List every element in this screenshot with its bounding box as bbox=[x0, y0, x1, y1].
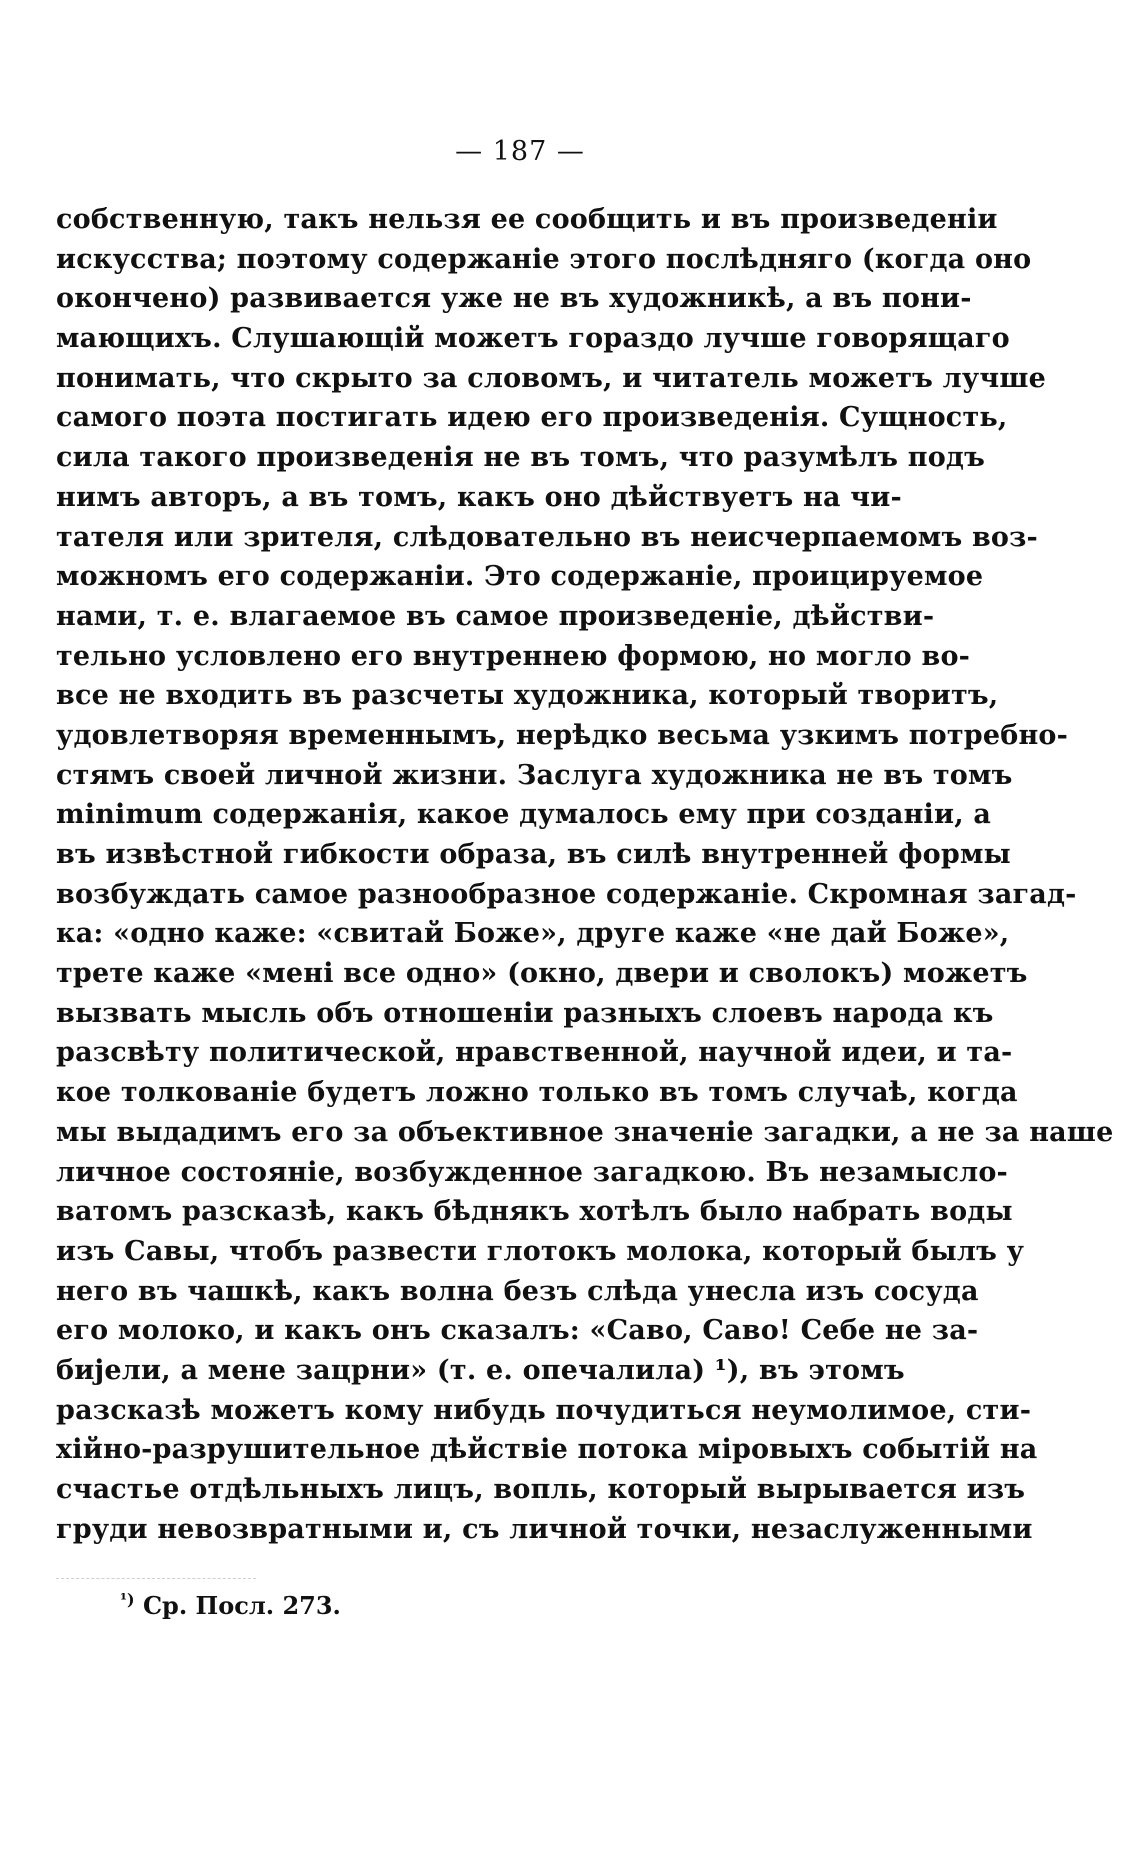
footnote-divider bbox=[56, 1578, 256, 1579]
text-line: нимъ авторъ, а въ томъ, какъ оно дѣйствуетъ на чи- bbox=[56, 481, 902, 513]
text-line: тельно условлено его внутреннею формою, но могло во- bbox=[56, 640, 971, 672]
text-line: стямъ своей личной жизни. Заслуга художника не въ томъ bbox=[56, 759, 1013, 791]
page-number: — 187 — bbox=[455, 136, 585, 167]
text-line: въ извѣстной гибкости образа, въ силѣ внутренней формы bbox=[56, 839, 1011, 870]
text-line: счастье отдѣльныхъ лицъ, вопль, который вырывается изъ bbox=[56, 1474, 1026, 1505]
text-line: нами, т. е. влагаемое въ самое произведеніе, дѣйстви- bbox=[56, 600, 935, 632]
text-line: груди невозвратными и, съ личной точки, незаслуженными bbox=[56, 1513, 1033, 1545]
text-line: ватомъ разсказѣ, какъ бѣднякъ хотѣлъ было набрать воды bbox=[56, 1196, 1013, 1228]
text-line: окончено) развивается уже не въ художникѣ, а въ пони- bbox=[56, 283, 972, 315]
text-line: разсвѣту политической, нравственной, научной идеи, и та- bbox=[56, 1037, 1013, 1069]
text-line: сила такого произведенія не въ томъ, что разумѣлъ подъ bbox=[56, 442, 986, 474]
text-line: изъ Савы, чтобъ развести глотокъ молока, который былъ у bbox=[56, 1235, 1025, 1267]
footnote-text: Ср. Посл. 273. bbox=[142, 1591, 341, 1620]
text-line: кое толкованіе будетъ ложно только въ томъ случаѣ, когда bbox=[56, 1077, 1018, 1109]
text-line: разсказѣ можетъ кому нибудь почудиться неумолимое, сти- bbox=[56, 1394, 1032, 1426]
text-line: собственную, такъ нельзя ее сообщить и въ произведеніи bbox=[56, 204, 998, 235]
text-line: хійно-разрушительное дѣйствіе потока міровыхъ событій на bbox=[56, 1434, 1038, 1466]
text-line: трете каже «мені все одно» (окно, двери и сволокъ) можетъ bbox=[56, 958, 1028, 990]
footnote-marker: ¹) bbox=[120, 1590, 135, 1609]
text-line: мающихъ. Слушающій можетъ гораздо лучше говорящаго bbox=[56, 323, 1010, 355]
text-line: minimum содержанія, какое думалось ему при созданіи, а bbox=[56, 799, 992, 831]
text-line: мы выдадимъ его за объективное значеніе загадки, а не за наше bbox=[56, 1116, 1114, 1148]
text-line: можномъ его содержаніи. Это содержаніе, проицируемое bbox=[56, 561, 984, 593]
text-line: возбуждать самое разнообразное содержаніе. Скромная загад- bbox=[56, 878, 1077, 910]
text-line: личное состояніе, возбужденное загадкою. Въ незамысло- bbox=[56, 1156, 1008, 1188]
text-line: его молоко, и какъ онъ сказалъ: «Саво, Саво! Себе не за- bbox=[56, 1315, 979, 1347]
text-line: бијели, а мене зацрни» (т. е. опечалила) ¹), въ этомъ bbox=[56, 1354, 905, 1386]
text-line: тателя или зрителя, слѣдовательно въ неисчерпаемомъ воз- bbox=[56, 521, 1038, 553]
text-line: него въ чашкѣ, какъ волна безъ слѣда унесла изъ сосуда bbox=[56, 1275, 979, 1307]
text-line: все не входить въ разсчеты художника, который творитъ, bbox=[56, 680, 999, 712]
text-line: ка: «одно каже: «свитай Боже», друге каже «не дай Боже», bbox=[56, 918, 1010, 950]
text-line: искусства; поэтому содержаніе этого послѣдняго (когда оно bbox=[56, 243, 1032, 275]
text-line: удовлетворяя временнымъ, нерѣдко весьма узкимъ потребно- bbox=[56, 719, 1069, 751]
text-line: самого поэта постигать идею его произведенія. Сущность, bbox=[56, 402, 1008, 434]
footnote bbox=[120, 1590, 341, 1620]
body-text bbox=[56, 200, 1114, 1549]
text-line: вызвать мысль объ отношеніи разныхъ слоевъ народа къ bbox=[56, 997, 994, 1029]
text-line: понимать, что скрыто за словомъ, и читатель можетъ лучше bbox=[56, 362, 1046, 394]
